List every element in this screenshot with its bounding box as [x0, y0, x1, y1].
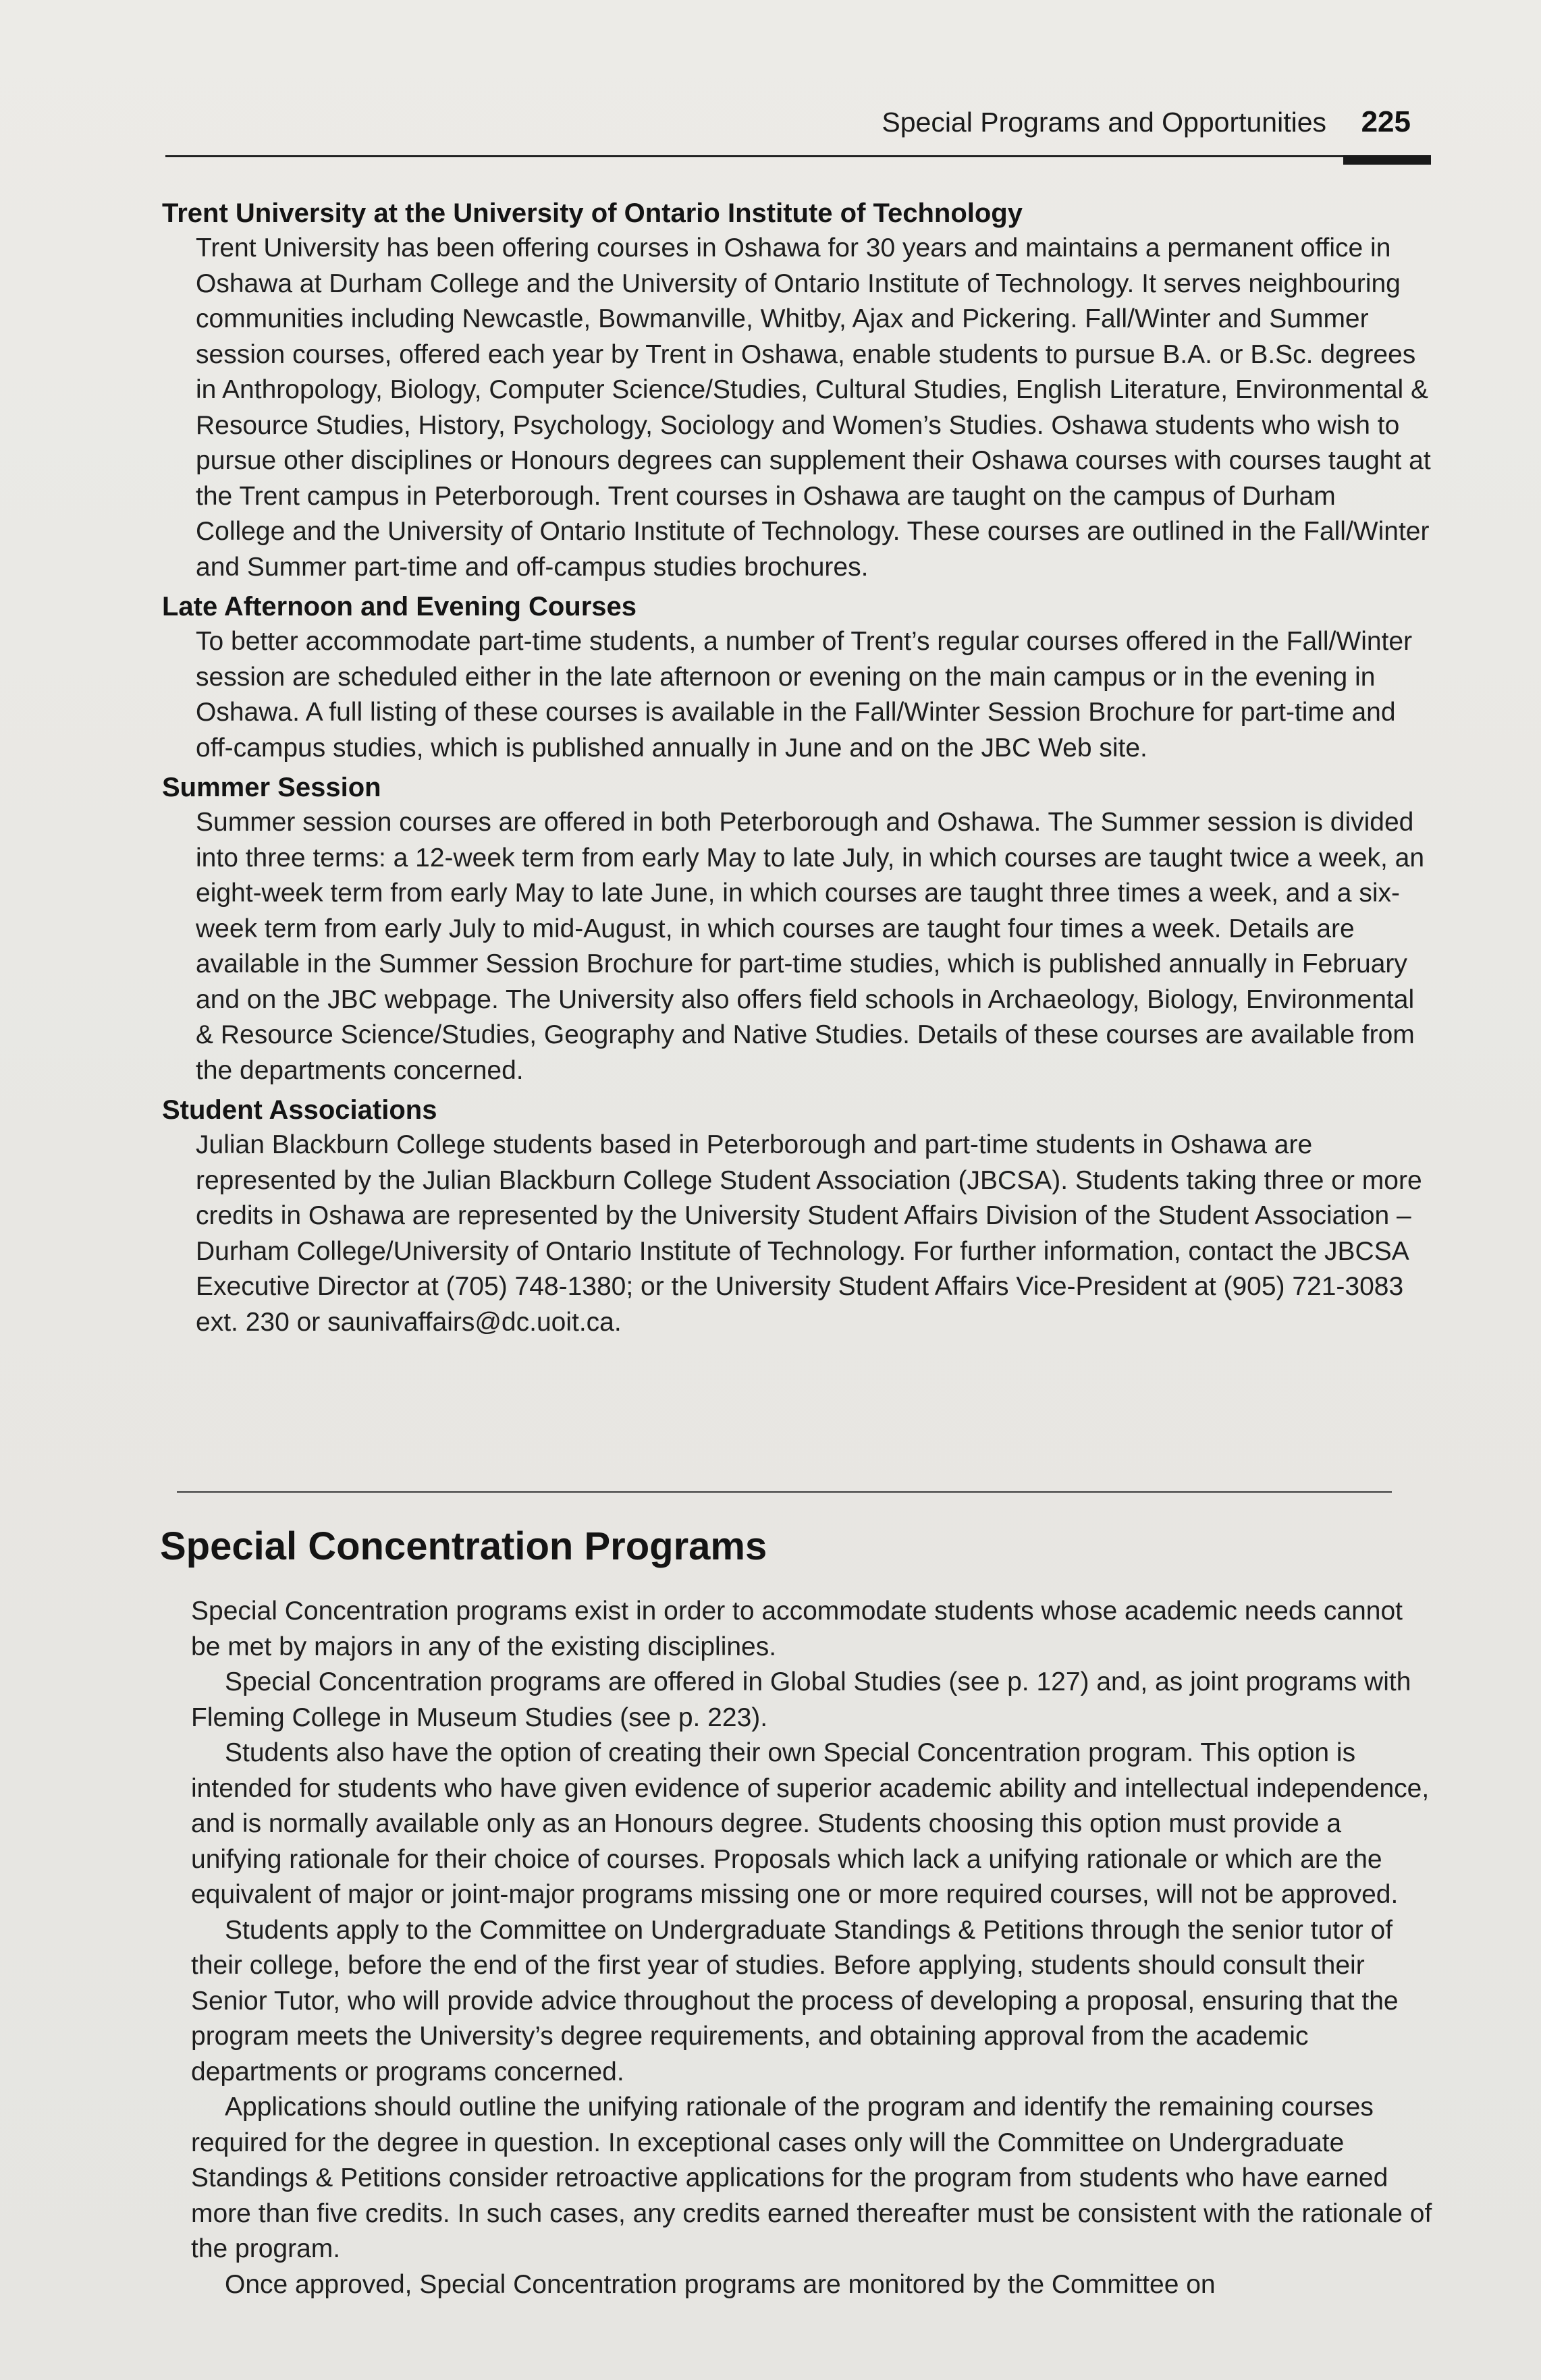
section-summer-session [162, 770, 1431, 1088]
section-divider [177, 1491, 1392, 1493]
special-concentration-body [191, 1594, 1433, 2302]
section-heading: Trent University at the University of Ontario Institute of Technology [162, 198, 1023, 228]
paragraph: Special Concentration programs exist in order to accommodate students whose academic needs cannot be met by majors in any of the existing disciplines. [191, 1597, 1403, 1661]
header-rule-accent [1343, 155, 1431, 165]
section-late-afternoon-evening [162, 589, 1431, 766]
paragraph: Students also have the option of creating their own Special Concentration program. This option is intended for students who have given evidence of superior academic ability and intellectual independence, and is normally available only as an Honours degree. Students choosing this option must provide a unifying rationale for their choice of courses. Proposals which lack a unifying rationale or which are the equivalent of major or joint-major programs missing one or more required courses, will not be approved. [191, 1738, 1430, 1909]
header-title: Special Programs and Opportunities [882, 107, 1326, 138]
section-trent-uoit [162, 196, 1431, 585]
running-header [165, 107, 1431, 147]
section-body: Julian Blackburn College students based in Peterborough and part-time students in Oshawa are represented by the Julian Blackburn College Student Association (JBCSA). Students taking three or more credits in Oshawa are represented by the University Student Affairs Division of the Student Association – Durham College/University of Ontario Institute of Technology. For further information, contact the JBCSA Executive Director at (705) 748-1380; or the University Student Affairs Vice-President at (905) 721-3083 ext. 230 or saunivaffairs@dc.uoit.ca. [196, 1130, 1422, 1337]
major-heading: Special Concentration Programs [160, 1524, 767, 1568]
section-heading: Summer Session [162, 773, 381, 802]
page-number: 225 [1361, 105, 1411, 138]
paragraph: Students apply to the Committee on Undergraduate Standings & Petitions through the senior tutor of their college, before the end of the first year of studies. Before applying, students should consult their Senior Tutor, who will provide advice throughout the process of developing a proposal, ensuring that the program meets the University’s degree requirements, and obtaining approval from the academic departments or programs concerned. [191, 1915, 1399, 2086]
paragraph: Special Concentration programs are offered in Global Studies (see p. 127) and, as joint programs with Fleming College in Museum Studies (see p. 223). [191, 1667, 1411, 1732]
section-body: Trent University has been offering courses in Oshawa for 30 years and maintains a permanent office in Oshawa at Durham College and the University of Ontario Institute of Technology. It serves neighbouring communities including Newcastle, Bowmanville, Whitby, Ajax and Pickering. Fall/Winter and Summer session courses, offered each year by Trent in Oshawa, enable students to pursue B.A. or B.Sc. degrees in Anthropology, Biology, Computer Science/Studies, Cultural Studies, English Literature, Environmental & Resource Studies, History, Psychology, Sociology and Women’s Studies. Oshawa students who wish to pursue other disciplines or Honours degrees can supplement their Oshawa courses with courses taught at the Trent campus in Peterborough. Trent courses in Oshawa are taught on the campus of Durham College and the University of Ontario Institute of Technology. These courses are outlined in the Fall/Winter and Summer part-time and off-campus studies brochures. [196, 233, 1431, 582]
section-body: To better accommodate part-time students, a number of Trent’s regular courses offered in the Fall/Winter session are scheduled either in the late afternoon or evening on the main campus or in the evening in Oshawa. A full listing of these courses is available in the Fall/Winter Session Brochure for part-time and off-campus studies, which is published annually in June and on the JBC Web site. [196, 627, 1413, 763]
section-body: Summer session courses are offered in both Peterborough and Oshawa. The Summer session is divided into three terms: a 12-week term from early May to late July, in which courses are taught twice a week, an eight-week term from early May to late June, in which courses are taught three times a week, and a six-week term from early July to mid-August, in which courses are taught four times a week. Details are available in the Summer Session Brochure for part-time studies, which is published annually in February and on the JBC webpage. The University also offers field schools in Archaeology, Biology, Environmental & Resource Science/Studies, Geography and Native Studies. Details of these courses are available from the departments concerned. [196, 808, 1425, 1085]
section-student-associations [162, 1092, 1431, 1340]
section-heading: Student Associations [162, 1095, 437, 1125]
sections-container [162, 196, 1431, 1344]
header-rule [165, 155, 1431, 157]
paragraph: Once approved, Special Concentration programs are monitored by the Committee on [225, 2269, 1216, 2299]
paragraph: Applications should outline the unifying rationale of the program and identify the remaining courses required for the degree in question. In exceptional cases only will the Committee on Undergraduate Standings & Petitions consider retroactive applications for the program from students who have earned more than five credits. In such cases, any credits earned thereafter must be consistent with the rationale of the program. [191, 2093, 1432, 2263]
section-heading: Late Afternoon and Evening Courses [162, 592, 637, 621]
